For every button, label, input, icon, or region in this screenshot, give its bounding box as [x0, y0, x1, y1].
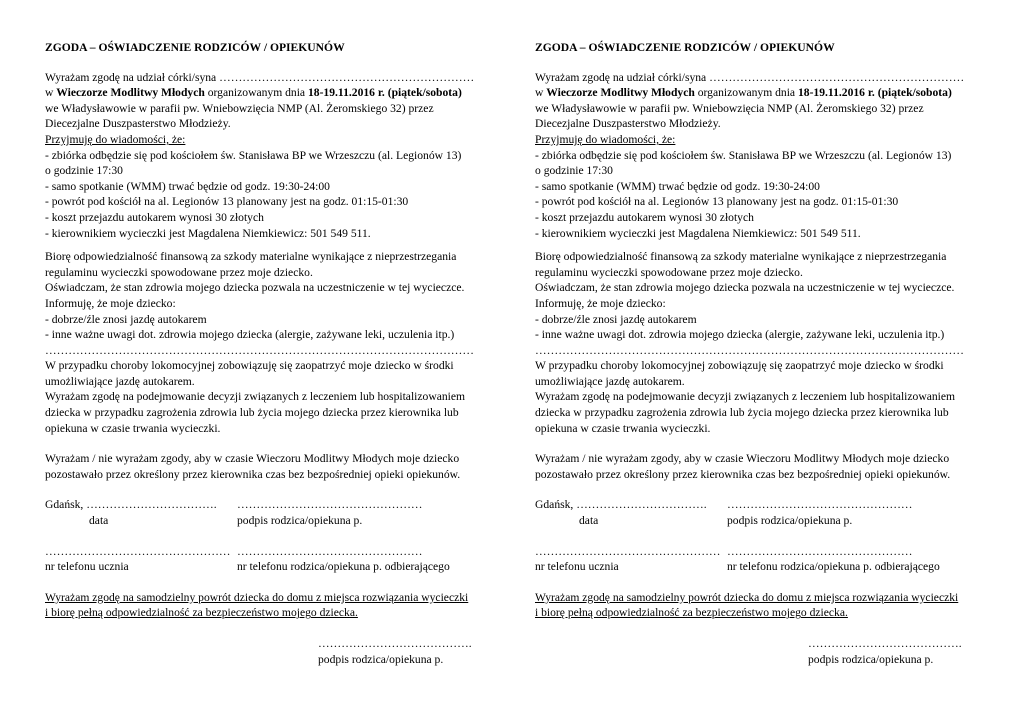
event-name: Wieczorze Modlitwy Młodych: [56, 86, 205, 100]
final-signature-field: [535, 636, 995, 652]
bullet-item: - samo spotkanie (WMM) trwać będzie od godz. 19:30-24:00: [535, 179, 820, 193]
student-phone-field: …………………………………………: [535, 544, 721, 558]
responsibility-line: regulaminu wycieczki spowodowane przez moje dziecko.: [535, 265, 803, 279]
parent-signature-label: podpis rodzica/opiekuna p.: [237, 514, 363, 528]
final-signature-field: [45, 636, 505, 652]
supervision-line: Wyrażam / nie wyrażam zgody, aby w czasie Wieczoru Modlitwy Młodych moje dziecko: [535, 452, 950, 466]
phone-row: [535, 544, 995, 560]
bullet-item: - koszt przejazdu autokarem wynosi 30 złotych: [535, 210, 754, 224]
consent-line-1: Wyrażam zgodę na udział córki/syna …………………………………………………………: [535, 70, 965, 84]
student-phone-label: nr telefonu ucznia: [45, 560, 129, 574]
student-phone-label: nr telefonu ucznia: [535, 560, 619, 574]
signature-labels-1: [45, 513, 505, 529]
health-notes-field: …………………………………………………………………………………………………: [45, 343, 474, 357]
responsibility-line: opiekuna w czasie trwania wycieczki.: [535, 421, 711, 435]
return-consent-line: i biorę pełną odpowiedzialność za bezpieczeństwo mojego dziecka.: [535, 606, 848, 620]
organized-text: organizowanym dnia: [204, 86, 308, 100]
event-name: Wieczorze Modlitwy Młodych: [546, 86, 695, 100]
parent-signature-field: …………………………………………: [237, 498, 423, 512]
responsibility-line: Biorę odpowiedzialność finansową za szkody materialne wynikające z nieprzestrzegania: [535, 250, 947, 264]
bullet-item: - zbiórka odbędzie się pod kościołem św. Stanisława BP we Wrzeszczu (al. Legionów 13): [45, 148, 462, 162]
supervision-line: Wyrażam / nie wyrażam zgody, aby w czasie Wieczoru Modlitwy Młodych moje dziecko: [45, 452, 460, 466]
return-consent-line: Wyrażam zgodę na samodzielny powrót dziecka do domu z miejsca rozwiązania wycieczki: [45, 590, 469, 604]
bullet-item: - kierownikiem wycieczki jest Magdalena Niemkiewicz: 501 549 511.: [535, 226, 861, 240]
responsibility-line: Oświadczam, że stan zdrowia mojego dziecka pozwala na uczestniczenie w tej wycieczce.: [45, 281, 465, 295]
responsibility-line: opiekuna w czasie trwania wycieczki.: [45, 421, 221, 435]
form-title: ZGODA – OŚWIADCZENIE RODZICÓW / OPIEKUNÓW: [45, 41, 345, 54]
parent-phone-label: nr telefonu rodzica/opiekuna p. odbierającego: [237, 560, 450, 574]
bullet-item: - samo spotkanie (WMM) trwać będzie od godz. 19:30-24:00: [45, 179, 330, 193]
responsibility-line: - inne ważne uwagi dot. zdrowia mojego dziecka (alergie, zażywane leki, uczulenia itp.): [535, 328, 945, 342]
health-notes-field: …………………………………………………………………………………………………: [535, 343, 964, 357]
consent-line-4: Diecezjalne Duszpasterstwo Młodzieży.: [535, 117, 721, 131]
responsibility-line: Wyrażam zgodę na podejmowanie decyzji związanych z leczeniem lub hospitalizowaniem: [535, 390, 956, 404]
phone-labels: [45, 559, 505, 575]
final-signature-label: podpis rodzica/opiekuna p.: [808, 652, 934, 666]
bullet-item: o godzinie 17:30: [45, 164, 123, 178]
bullet-item: - kierownikiem wycieczki jest Magdalena Niemkiewicz: 501 549 511.: [45, 226, 371, 240]
parent-phone-label: nr telefonu rodzica/opiekuna p. odbierającego: [727, 560, 940, 574]
organized-text: organizowanym dnia: [694, 86, 798, 100]
supervision-line: pozostawało przez określony przez kierownika czas bez bezpośredniej opieki opiekunów.: [535, 467, 951, 481]
responsibility-line: W przypadku choroby lokomocyjnej zobowiązuję się zaopatrzyć moje dziecko w środki: [535, 359, 944, 373]
final-signature-label-row: [535, 652, 995, 668]
responsibility-line: - inne ważne uwagi dot. zdrowia mojego dziecka (alergie, zażywane leki, uczulenia itp.): [45, 328, 455, 342]
responsibility-line: Informuję, że moje dziecko:: [535, 296, 666, 310]
consent-line-3: we Władysławowie w parafii pw. Wniebowzięcia NMP (Al. Żeromskiego 32) przez: [45, 101, 434, 115]
parent-phone-field: …………………………………………: [237, 544, 423, 558]
consent-w: w: [45, 86, 57, 100]
responsibility-line: W przypadku choroby lokomocyjnej zobowiązuję się zaopatrzyć moje dziecko w środki: [45, 359, 454, 373]
responsibility-line: regulaminu wycieczki spowodowane przez moje dziecko.: [45, 265, 313, 279]
final-signature-label: podpis rodzica/opiekuna p.: [318, 652, 444, 666]
responsibility-line: umożliwiające jazdę autokarem.: [535, 374, 685, 388]
form-title: ZGODA – OŚWIADCZENIE RODZICÓW / OPIEKUNÓW: [535, 41, 835, 54]
supervision-line: pozostawało przez określony przez kierownika czas bez bezpośredniej opieki opiekunów.: [45, 467, 461, 481]
bullet-item: - zbiórka odbędzie się pod kościołem św. Stanisława BP we Wrzeszczu (al. Legionów 13): [535, 148, 952, 162]
consent-line-4: Diecezjalne Duszpasterstwo Młodzieży.: [45, 117, 231, 131]
signature-labels-1: [535, 513, 995, 529]
consent-line-2: [535, 85, 995, 101]
responsibility-line: Wyrażam zgodę na podejmowanie decyzji związanych z leczeniem lub hospitalizowaniem: [45, 390, 466, 404]
place-date-field: Gdańsk, …………………………….: [45, 498, 217, 512]
return-consent-line: Wyrażam zgodę na samodzielny powrót dziecka do domu z miejsca rozwiązania wycieczki: [535, 590, 959, 604]
responsibility-line: umożliwiające jazdę autokarem.: [45, 374, 195, 388]
responsibility-line: Biorę odpowiedzialność finansową za szkody materialne wynikające z nieprzestrzegania: [45, 250, 457, 264]
bullet-item: - powrót pod kościół na al. Legionów 13 planowany jest na godz. 01:15-01:30: [45, 195, 409, 209]
event-date: 18-19.11.2016 r. (piątek/sobota): [797, 86, 952, 100]
consent-w: w: [535, 86, 547, 100]
signature-row-1: [45, 497, 505, 513]
final-signature-label-row: [45, 652, 505, 668]
return-consent-line: i biorę pełną odpowiedzialność za bezpieczeństwo mojego dziecka.: [45, 606, 358, 620]
student-phone-field: …………………………………………: [45, 544, 231, 558]
date-label: data: [89, 514, 109, 528]
parent-signature-label: podpis rodzica/opiekuna p.: [727, 514, 853, 528]
phone-row: [45, 544, 505, 560]
final-signature-line: ………………………………….: [808, 637, 962, 650]
responsibility-line: Oświadczam, że stan zdrowia mojego dziecka pozwala na uczestniczenie w tej wycieczce.: [535, 281, 955, 295]
consent-line-3: we Władysławowie w parafii pw. Wniebowzięcia NMP (Al. Żeromskiego 32) przez: [535, 101, 924, 115]
consent-line-1: Wyrażam zgodę na udział córki/syna …………………………………………………………: [45, 70, 475, 84]
place-date-field: Gdańsk, …………………………….: [535, 498, 707, 512]
final-signature-line: ………………………………….: [318, 637, 472, 650]
parent-signature-field: …………………………………………: [727, 498, 913, 512]
notice-heading: Przyjmuję do wiadomości, że:: [45, 132, 186, 146]
consent-line-2: [45, 85, 505, 101]
responsibility-line: - dobrze/źle znosi jazdę autokarem: [535, 312, 697, 326]
phone-labels: [535, 559, 995, 575]
responsibility-line: Informuję, że moje dziecko:: [45, 296, 176, 310]
bullet-item: o godzinie 17:30: [535, 164, 613, 178]
consent-form-right: [535, 40, 995, 667]
notice-heading: Przyjmuję do wiadomości, że:: [535, 132, 676, 146]
event-date: 18-19.11.2016 r. (piątek/sobota): [307, 86, 462, 100]
parent-phone-field: …………………………………………: [727, 544, 913, 558]
responsibility-line: dziecka w przypadku zagrożenia zdrowia lub życia mojego dziecka przez kierownika lub: [45, 406, 459, 420]
bullet-item: - koszt przejazdu autokarem wynosi 30 złotych: [45, 210, 264, 224]
responsibility-line: - dobrze/źle znosi jazdę autokarem: [45, 312, 207, 326]
responsibility-line: dziecka w przypadku zagrożenia zdrowia lub życia mojego dziecka przez kierownika lub: [535, 406, 949, 420]
bullet-item: - powrót pod kościół na al. Legionów 13 planowany jest na godz. 01:15-01:30: [535, 195, 899, 209]
signature-row-1: [535, 497, 995, 513]
date-label: data: [579, 514, 599, 528]
consent-form-left: [45, 40, 505, 667]
